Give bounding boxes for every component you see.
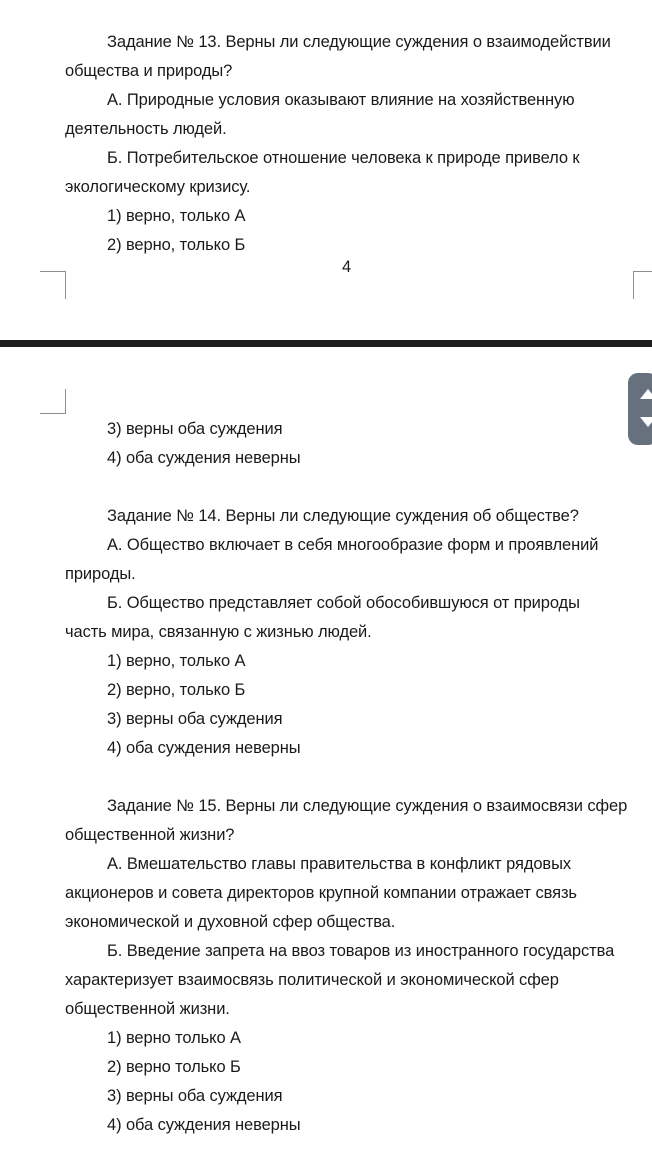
task-13-statement-a: А. Природные условия оказывают влияние на хозяйственную [107, 91, 575, 109]
task-13-question: Задание № 13. Верны ли следующие суждения о взаимодействии [107, 33, 611, 51]
document-page-5 [0, 347, 652, 1160]
task-14-statement-a: А. Общество включает в себя многообразие форм и проявлений [107, 536, 599, 554]
task-13-question-cont: общества и природы? [65, 62, 233, 80]
task-15-statement-a: А. Вмешательство главы правительства в конфликт рядовых [107, 855, 572, 873]
task-14-statement-b: Б. Общество представляет собой обособившуюся от природы [107, 594, 580, 612]
task-14-option-3: 3) верны оба суждения [107, 710, 283, 728]
crop-mark-top-left [40, 389, 66, 414]
task-15-statement-a-cont-2: экономической и духовной сфер общества. [65, 913, 396, 931]
task-13-option-1: 1) верно, только А [107, 207, 246, 225]
task-15-option-1: 1) верно только А [107, 1029, 241, 1047]
task-13-statement-b: Б. Потребительское отношение человека к природе привело к [107, 149, 580, 167]
task-15-option-2: 2) верно только Б [107, 1058, 241, 1076]
page-scroll-control[interactable] [628, 373, 652, 445]
chevron-up-icon[interactable] [640, 389, 652, 399]
task-14-statement-b-cont: часть мира, связанную с жизнью людей. [65, 623, 372, 641]
document-page-4 [0, 0, 652, 340]
task-15-statement-b-cont-2: общественной жизни. [65, 1000, 230, 1018]
task-15-option-3: 3) верны оба суждения [107, 1087, 283, 1105]
page-number: 4 [342, 258, 352, 276]
task-14-option-2: 2) верно, только Б [107, 681, 246, 699]
task-14-question: Задание № 14. Верны ли следующие суждения об обществе? [107, 507, 579, 525]
page-separator [0, 340, 652, 347]
task-13-option-4: 4) оба суждения неверны [107, 449, 301, 467]
task-15-statement-b: Б. Введение запрета на ввоз товаров из иностранного государства [107, 942, 615, 960]
task-15-statement-b-cont-1: характеризует взаимосвязь политической и экономической сфер [65, 971, 559, 989]
task-14-statement-a-cont: природы. [65, 565, 136, 583]
crop-mark-bottom-left [40, 271, 66, 299]
task-15-statement-a-cont-1: акционеров и совета директоров крупной компании отражает связь [65, 884, 577, 902]
task-14-option-4: 4) оба суждения неверны [107, 739, 301, 757]
task-13-option-3: 3) верны оба суждения [107, 420, 283, 438]
task-13-statement-b-cont: экологическому кризису. [65, 178, 251, 196]
task-13-option-2: 2) верно, только Б [107, 236, 246, 254]
crop-mark-bottom-right [633, 271, 652, 299]
chevron-down-icon[interactable] [640, 417, 652, 427]
task-13-statement-a-cont: деятельность людей. [65, 120, 227, 138]
task-15-question-cont: общественной жизни? [65, 826, 235, 844]
task-15-option-4: 4) оба суждения неверны [107, 1116, 301, 1134]
task-14-option-1: 1) верно, только А [107, 652, 246, 670]
task-15-question: Задание № 15. Верны ли следующие суждения о взаимосвязи сфер [107, 797, 628, 815]
